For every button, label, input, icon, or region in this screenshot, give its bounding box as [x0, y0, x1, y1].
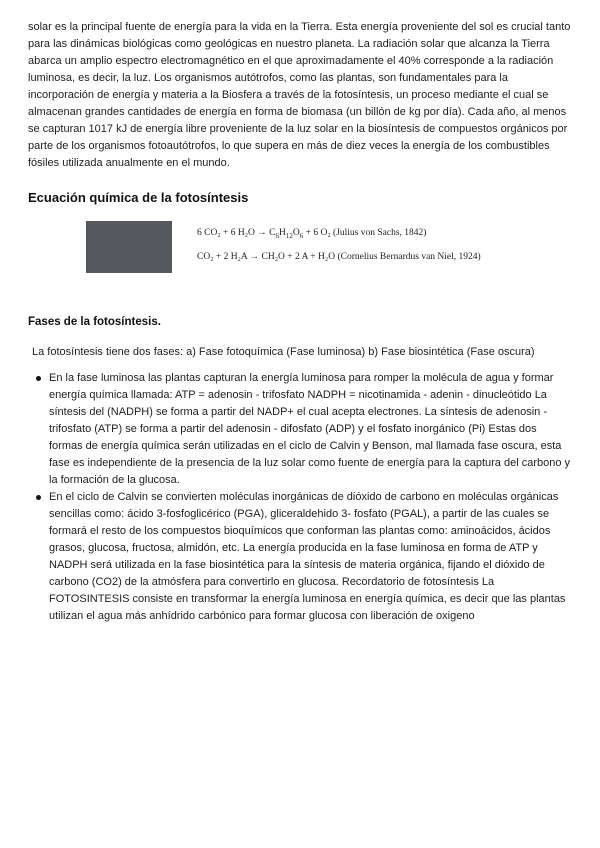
eq1-h-subscript: 12 — [285, 231, 293, 240]
list-item-text: En la fase luminosa las plantas capturan la energía luminosa para romper la molécula de agua y formar energía química llamada: ATP = adenosin - trifosfato NADPH = nicotinamida - adenin - dinucleótido La síntesis del (NADPH) se forma a partir del NADP+ el cual acepta electrones. La síntesis de adenosin - trifosfato (ATP) se forma a partir del adenosin - difosfato (ADP) y el fosfato inorgánico (Pi) Estas dos formas de energía química serán utilizadas en el ciclo de Calvin y Benson, mal llamada fase oscura, esta fase es independiente de la presencia de la luz solar como fuente de energía para la captura del carbono y la formación de la glucosa. — [49, 372, 571, 486]
eq1-arrow: → — [254, 228, 270, 238]
bullet-icon — [36, 495, 41, 500]
eq1-product-h: H — [279, 228, 286, 238]
list-item-text: En el ciclo de Calvin se convierten moléculas inorgánicas de dióxido de carbono en moléculas orgánicas sencillas como: ácido 3-fosfoglicérico (PGA), gliceraldehido 3- fosfato (PGAL), a partir de las cuales se formará el resto de los compuestos bioquímicos que conforman las plantas como: aminoácidos, ácidos grasos, glucosa, fructosa, almidón, etc. La energía producida en la fase luminosa en forma de ATP y NADPH será utilizada en la fase biosintética para la síntesis de materia orgánica, fijando el dióxido de carbono (CO2) de la atmósfera para convertirlo en glucosa. Recordatorio de fotosíntesis La FOTOSINTESIS consiste en transformar la energía luminosa en energía química, es decir que las plantas utilizan el agua más anhídrido carbónico para formar glucosa con liberación de oxigeno — [49, 491, 566, 622]
eq2-text: CO₂ + 2 H₂A → CH₂O + 2 A + H₂O — [197, 252, 338, 262]
eq1-c-subscript: 6 — [275, 231, 279, 240]
photosynthesis-equation-sachs — [197, 228, 426, 240]
equation-image-placeholder — [86, 221, 172, 273]
phases-bullet-list — [33, 370, 573, 625]
eq1-citation: (Julius von Sachs, 1842) — [333, 228, 427, 238]
phases-intro: La fotosíntesis tiene dos fases: a) Fase fotoquímica (Fase luminosa) b) Fase biosintética (Fase oscura) — [32, 346, 535, 358]
phases-heading: Fases de la fotosíntesis. — [28, 316, 161, 328]
list-item — [33, 489, 573, 625]
eq1-rest: + 6 O₂ — [303, 228, 334, 238]
eq1-o-subscript: 6 — [299, 231, 304, 240]
eq1-reactants: 6 CO₂ + 6 H₂O — [197, 228, 255, 238]
eq1-product-o: O — [292, 228, 300, 238]
bullet-icon — [36, 376, 41, 381]
photosynthesis-equation-van-niel — [197, 252, 481, 262]
opening-paragraph: solar es la principal fuente de energía para la vida en la Tierra. Esta energía proveniente del sol es crucial tanto para las dinámicas biológicas como geológicas en nuestro planeta. La radiación solar que alcanza la Tierra abarca un amplio espectro electromagnético en el que aproximadamente el 40% corresponde a la radiación luminosa, es decir, la luz. Los organismos autótrofos, como las plantas, son fundamentales para la incorporación de energía y materia a la Biosfera a través de la fotosíntesis, un proceso mediante el cual se almacenan grandes cantidades de energía en forma de biomasa (un billón de kg por día). Cada año, al menos se capturan 1017 kJ de energía libre proveniente de la luz solar en la biosíntesis de compuestos orgánicos por parte de los organismos fotoautótrofos, lo que supera en más de diez veces la energía de los combustibles fósiles utilizada anualmente en el mundo. — [28, 21, 571, 169]
equation-heading: Ecuación química de la fotosíntesis — [28, 190, 249, 205]
eq1-product-c: C — [269, 228, 276, 238]
eq2-citation: (Cornelius Bernardus van Niel, 1924) — [337, 252, 481, 262]
list-item — [33, 370, 573, 489]
